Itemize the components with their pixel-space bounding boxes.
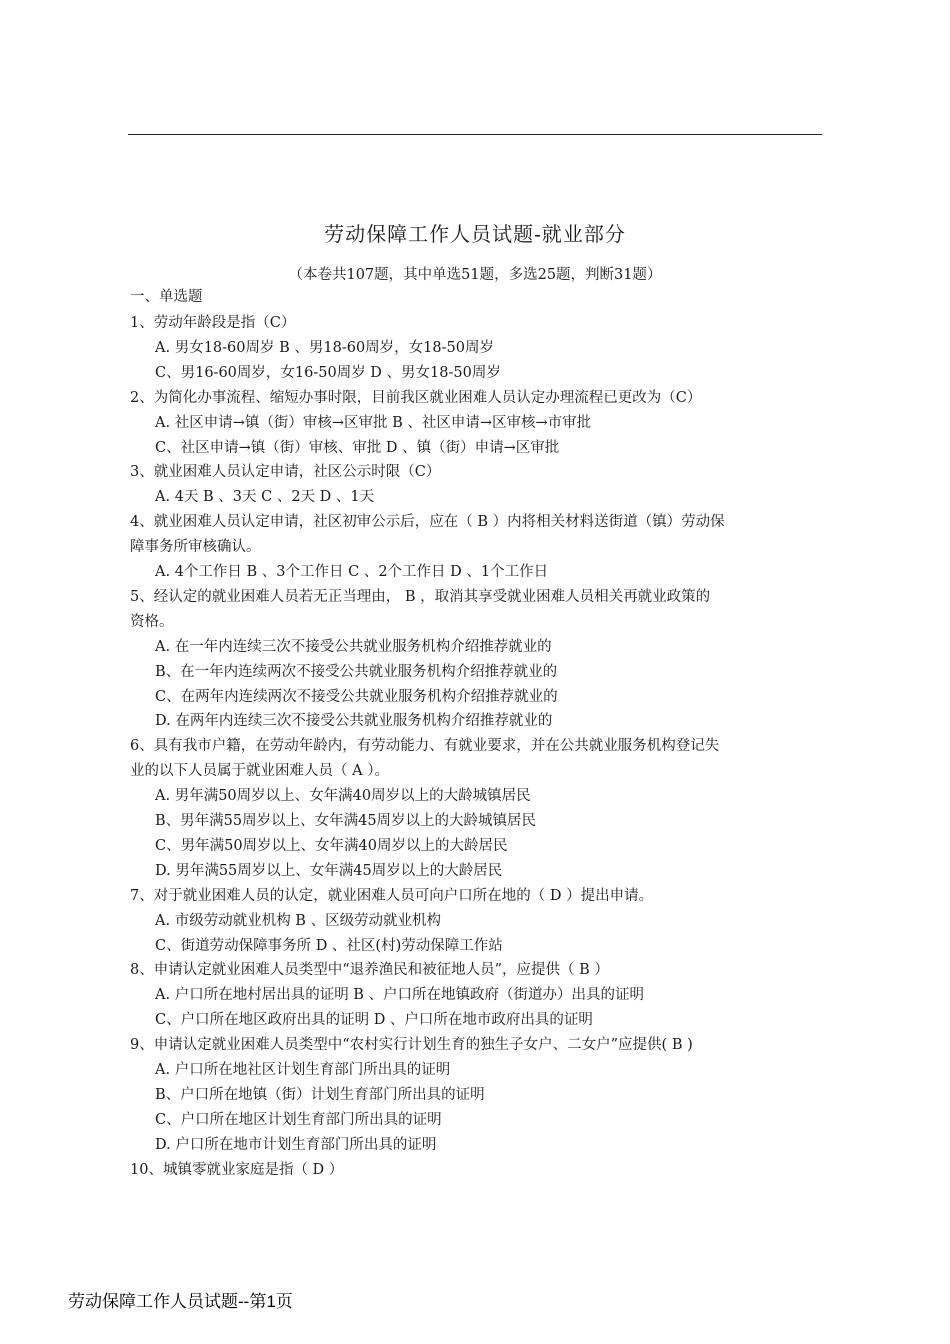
question-line: 资格。: [130, 613, 174, 630]
answer-option-line: B、男年满55周岁以上、女年满45周岁以上的大龄城镇居民: [155, 813, 537, 829]
question-line: 9、申请认定就业困难人员类型中“农村实行计划生育的独生子女户、二女户”应提供( B ): [130, 1037, 693, 1054]
question-line: 业的以下人员属于就业困难人员（ A ）。: [130, 763, 389, 780]
answer-option-line: D. 户口所在地市计划生育部门所出具的证明: [155, 1136, 437, 1153]
question-line: 6、具有我市户籍，在劳动年龄内，有劳动能力、有就业要求，并在公共就业服务机构登记失: [130, 738, 720, 755]
header-rule: [128, 134, 822, 135]
question-line: 5、经认定的就业困难人员若无正当理由， B ，取消其享受就业困难人员相关再就业政策的: [130, 588, 711, 605]
page-title: 劳动保障工作人员试题-就业部分: [324, 222, 626, 246]
answer-option-line: A. 4个工作日 B 、3个工作日 C 、2个工作日 D 、1个工作日: [155, 564, 549, 580]
answer-option-line: C、户口所在地区政府出具的证明 D 、户口所在地市政府出具的证明: [155, 1012, 593, 1029]
section-heading: 一、单选题: [130, 289, 203, 305]
answer-option-line: C、男年满50周岁以上、女年满40周岁以上的大龄居民: [155, 837, 508, 854]
question-line: 2、为简化办事流程、缩短办事时限，目前我区就业困难人员认定办理流程已更改为（C）: [130, 389, 702, 406]
answer-option-line: B、在一年内连续两次不接受公共就业服务机构介绍推荐就业的: [155, 663, 558, 680]
question-line: 4、就业困难人员认定申请，社区初审公示后，应在（ B ）内将相关材料送街道（镇）劳动保: [130, 514, 725, 531]
answer-option-line: A. 户口所在地村居出具的证明 B 、户口所在地镇政府（街道办）出具的证明: [155, 987, 645, 1004]
answer-option-line: C、在两年内连续两次不接受公共就业服务机构介绍推荐就业的: [155, 688, 558, 705]
answer-option-line: D. 在两年内连续三次不接受公共就业服务机构介绍推荐就业的: [155, 713, 553, 730]
answer-option-line: A. 户口所在地社区计划生育部门所出具的证明: [155, 1062, 451, 1078]
answer-option-line: A. 男年满50周岁以上、女年满40周岁以上的大龄城镇居民: [155, 788, 531, 805]
answer-option-line: C、社区申请→镇（街）审核、审批 D 、镇（街）申请→区审批: [155, 439, 560, 456]
answer-option-line: C、街道劳动保障事务所 D 、社区(村)劳动保障工作站: [155, 937, 503, 954]
page-footer: 劳动保障工作人员试题--第1页: [68, 1292, 293, 1311]
answer-option-line: C、男16-60周岁，女16-50周岁 D 、男女18-50周岁: [155, 364, 501, 381]
page-subtitle: （本卷共107题，其中单选51题，多选25题，判断31题）: [288, 267, 662, 283]
answer-option-line: A. 在一年内连续三次不接受公共就业服务机构介绍推荐就业的: [155, 638, 552, 655]
question-line: 10、城镇零就业家庭是指（ D ）: [130, 1161, 344, 1178]
answer-option-line: A. 社区申请→镇（街）审核→区审批 B 、社区申请→区审核→市审批: [155, 414, 592, 431]
answer-option-line: D. 男年满55周岁以上、女年满45周岁以上的大龄居民: [155, 862, 503, 879]
answer-option-line: A. 4天 B 、3天 C 、2天 D 、1天: [155, 489, 375, 506]
question-line: 3、就业困难人员认定申请，社区公示时限（C）: [130, 464, 441, 481]
question-line: 1、劳动年龄段是指（C）: [130, 315, 296, 331]
answer-option-line: A. 市级劳动就业机构 B 、区级劳动就业机构: [155, 912, 442, 929]
question-line: 8、申请认定就业困难人员类型中“退养渔民和被征地人员”，应提供（ B ）: [130, 962, 609, 979]
question-line: 7、对于就业困难人员的认定，就业困难人员可向户口所在地的（ D ）提出申请。: [130, 887, 654, 904]
answer-option-line: C、户口所在地区计划生育部门所出具的证明: [155, 1111, 442, 1128]
answer-option-line: B、户口所在地镇（街）计划生育部门所出具的证明: [155, 1086, 485, 1103]
answer-option-line: A. 男女18-60周岁 B 、男18-60周岁，女18-50周岁: [155, 339, 494, 356]
question-line: 障事务所审核确认。: [130, 539, 261, 556]
